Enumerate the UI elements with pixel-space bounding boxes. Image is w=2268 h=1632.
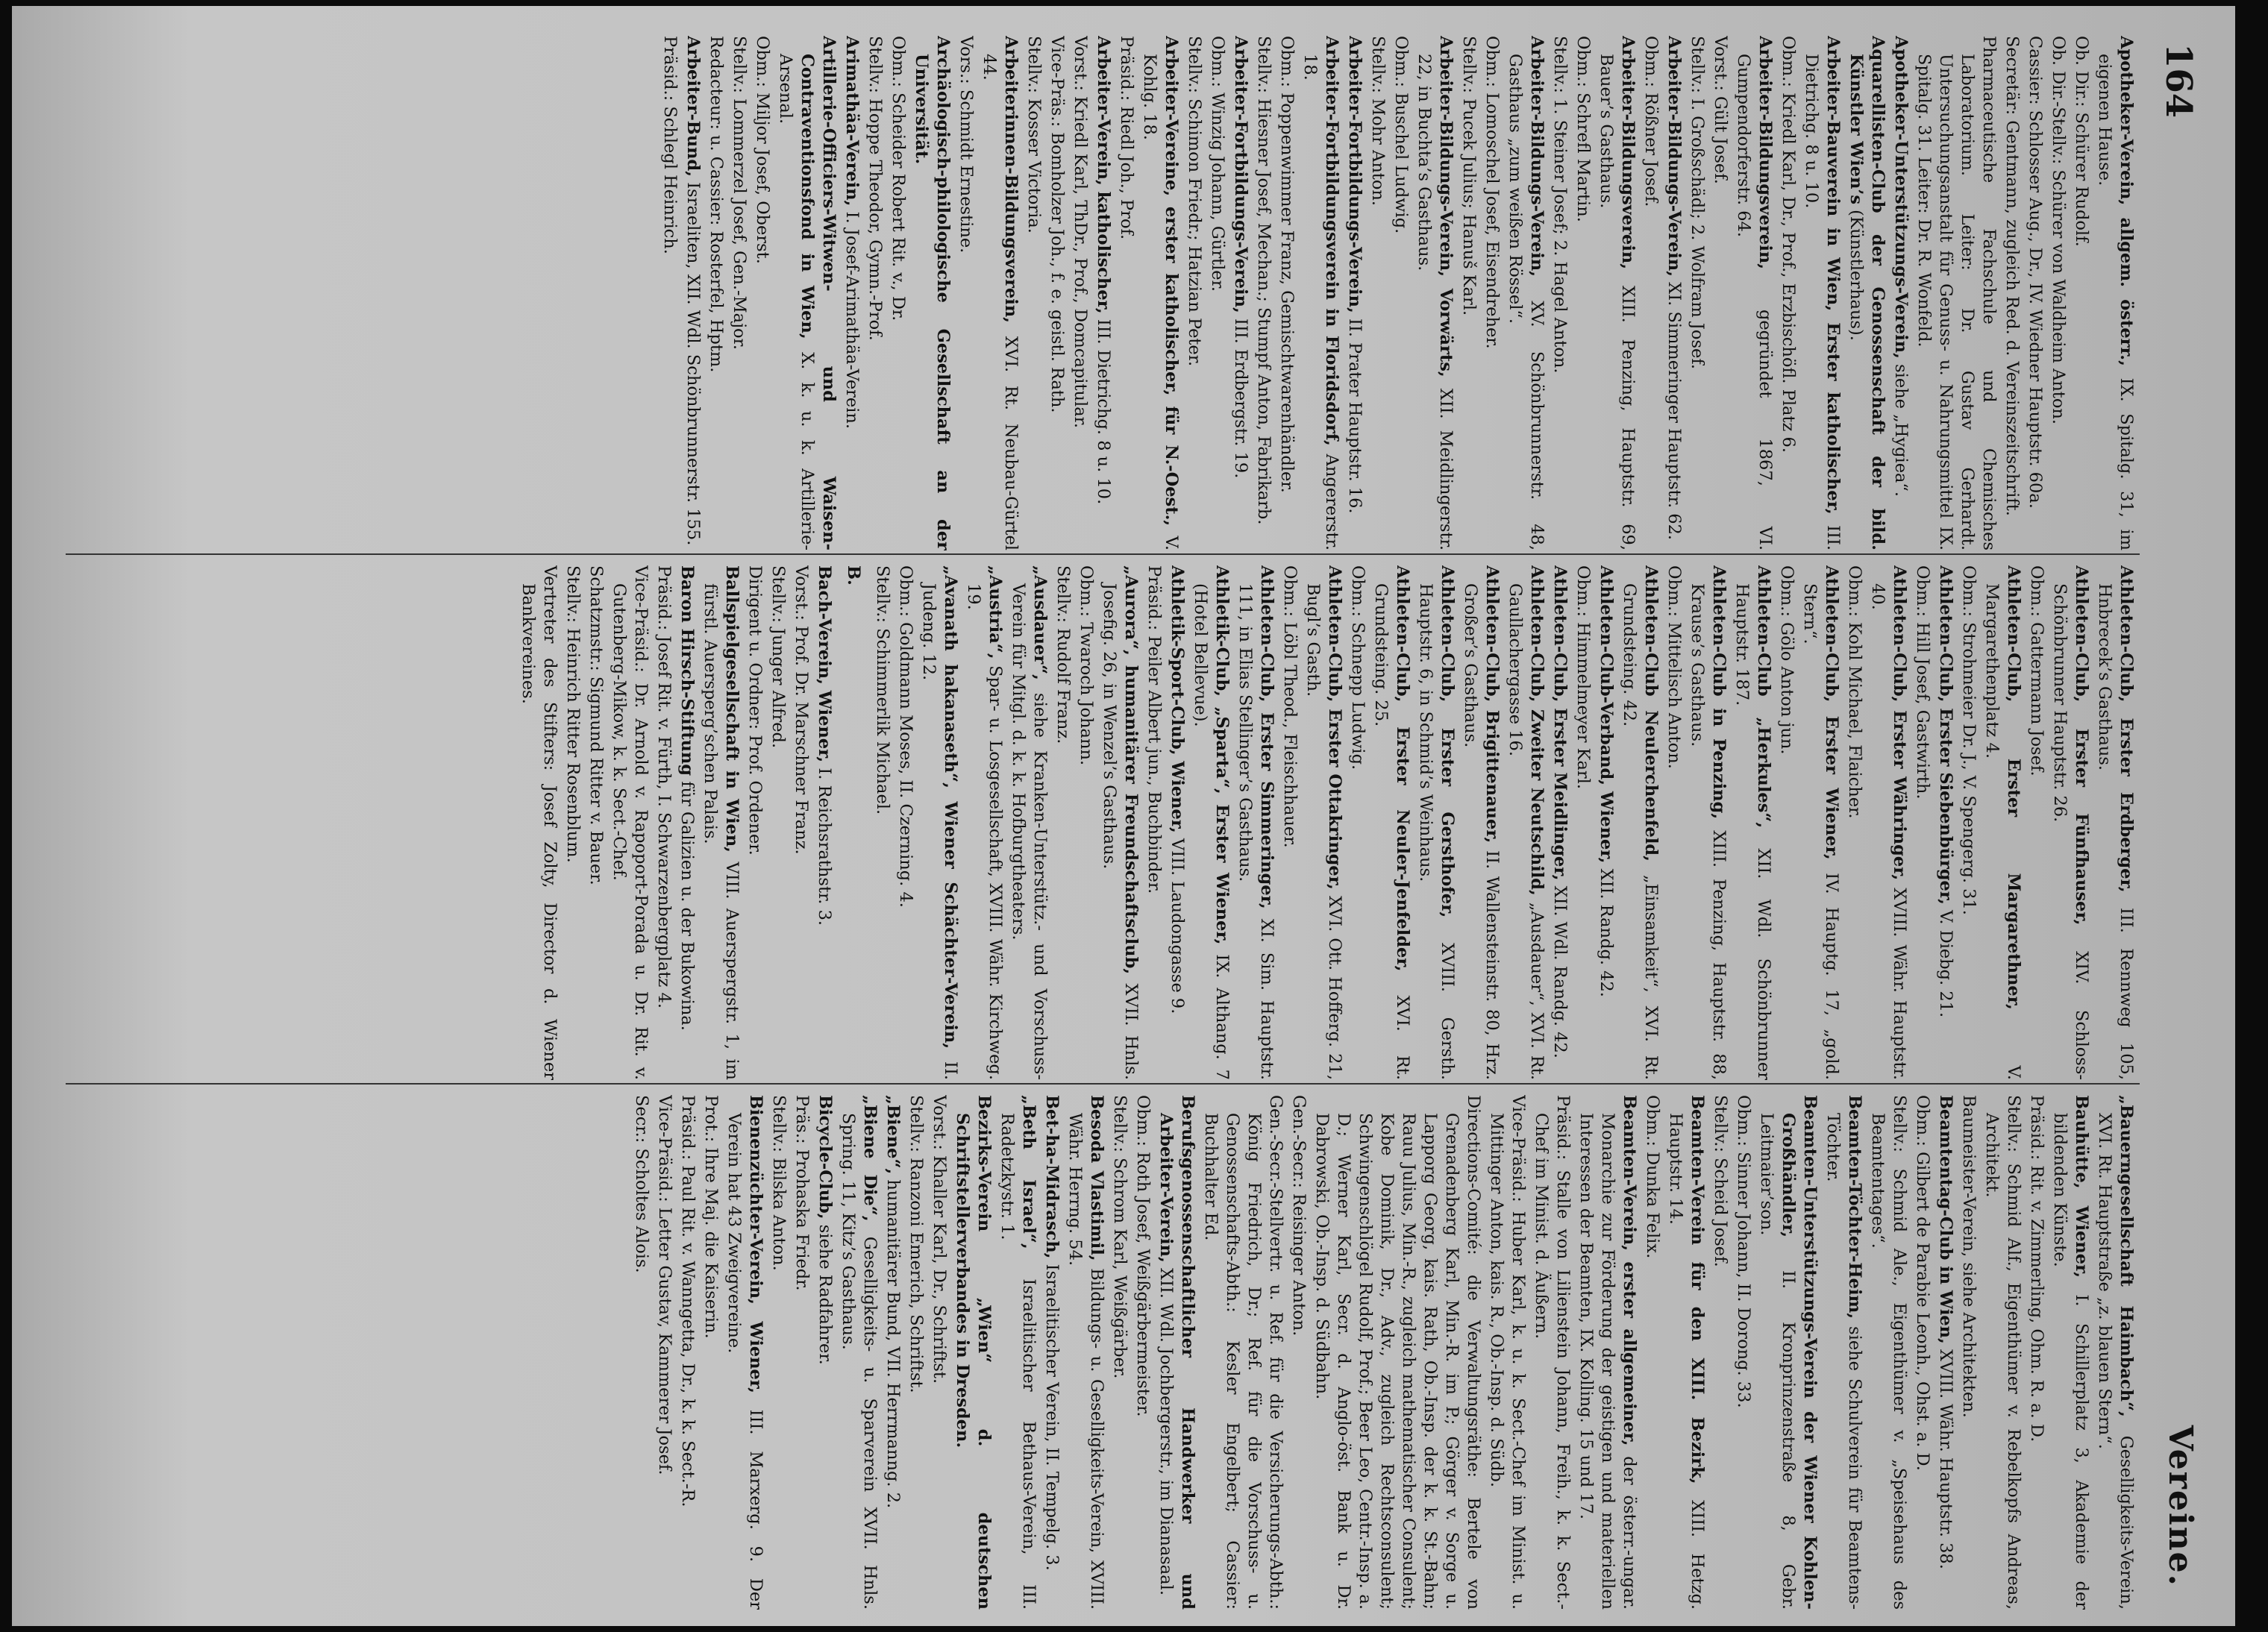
entry-name: Beamten-Unterstützungs-Verein der Wiener Kohlen-Großhändler,	[1779, 1095, 1820, 1610]
directory-entry: Athleten-Club, Erster Gersthofer, XVIII. Gersth. Hauptstr. 6, in Schmid’s Weinhaus.	[1416, 565, 1457, 1080]
directory-entry: Athleten-Club, Erster Margarethner, V. Margarethenplatz 4.	[1982, 565, 2023, 1080]
entry-name: Besoda Vlastimil,	[1087, 1095, 1106, 1261]
entry-name: Arbeiter-Bund,	[683, 36, 703, 178]
directory-entry: Vors.: Schmidt Ernestine.	[956, 36, 976, 254]
entry-name: Beamten-Töchter-Heim,	[1845, 1095, 1864, 1319]
entry-name: Athleten-Club, Erster Währinger,	[1890, 565, 1909, 881]
directory-entry: Arbeiter-Bund, Israeliten, XII. Wdl. Schönbrunnerstr. 155.	[683, 36, 703, 546]
section-letter: B.	[844, 565, 863, 586]
directory-entry: Obm.: Schnepp Ludwig.	[1348, 565, 1368, 771]
column-2	[63, 565, 2137, 1080]
entry-name: Beamten-Verein für den XIII. Bezirk,	[1688, 1095, 1707, 1484]
directory-entry: Athleten-Club „Herkules“, XII. Wdl. Schönbrunner Hauptstr. 187.	[1732, 565, 1773, 1080]
directory-entry: Secr.: Scholtes Alois.	[632, 1095, 651, 1273]
entry-name: Arbeiter-Fortbildungsverein in Floridsdorf,	[1322, 36, 1341, 446]
entry-name: Athleten-Club, Erster Fünfhauser,	[2072, 565, 2091, 926]
directory-entry: Athleten-Club, Zweiter Neutschild, „Ausdauer“, XVI. Rt. Gaullachergasse 16.	[1506, 565, 1547, 1080]
directory-entry: Bicycle-Club, siehe Radfahrer.	[815, 1095, 835, 1365]
directory-entry: Baron Hirsch-Stiftung für Galizien u. der Bukowina.	[677, 565, 697, 1031]
entry-name: „Aurora“, humanitärer Freundschaftsclub,	[1121, 565, 1141, 975]
directory-entry: Secretär: Gentmann, zugleich Red. d. Vereinszeitschrift.	[2002, 36, 2022, 516]
directory-entry: Arbeiter-Bauverein in Wien, Erster katholischer, III. Dietrichg. 8 u. 10.	[1802, 36, 1843, 550]
entry-name: „Avanath hakanaseth“, Wiener Schächter-Verein,	[941, 565, 960, 1049]
directory-entry: Athleten-Club, Erster Ottakringer, XVI. Ott. Hofferg. 21, Bugl’s Gasth.	[1303, 565, 1344, 1080]
directory-entry: Stellv.: Lommerzel Josef, Gen.-Major.	[730, 36, 749, 351]
directory-entry: Apotheker-Unterstützungs-Verein, siehe „Hygiea“.	[1891, 36, 1911, 498]
directory-entry: Ob. Dir.: Schürer Rudolf.	[2072, 36, 2091, 247]
directory-entry: Stellv.: Heinrich Ritter Rosenblum.	[563, 565, 583, 863]
directory-entry: Präsid.: Stalle von Lilienstein Johann, Freih., k. k. Sect.-Chef im Minist. d. Äußern.	[1532, 1095, 1573, 1610]
directory-entry: Directions-Comité: die Verwaltungsräthe: Bertele von Grenadenberg Karl, Min.-R. im P.; Görger v. Sorge u. Lapporg Georg, kais. Rath, Ob.-Insp. der k. k. St.-Bahn; Rauu Julius, Min.-R., zugleich mathematischer Consulent; Kobe Dominik, Dr., Adv., zugleich Rechtsconsulent; Schwingenschlögel Rudolf, Prof.; Beer Leo, Centr.-Insp. a. D.; Werner Karl, Secr. d. Anglo-öst. Bank u. Dr. Dabrowski, Ob.-Insp. d. Südbahn.	[1312, 1095, 1483, 1610]
directory-entry: Beamten-Unterstützungs-Verein der Wiener Kohlen-Großhändler, II. Kronprinzenstraße 8, Gebr. Leitmaier’son.	[1757, 1095, 1820, 1610]
directory-entry: „Austria“, Spar- u. Losgesellschaft, XVIII. Währ. Kirchweg. 19.	[964, 565, 1005, 1080]
directory-entry: Präsid.: Paul Rit. v. Wanngetta, Dr., k. k. Sect.-R.	[678, 1095, 698, 1507]
entry-name: „Beth Israel“,	[1019, 1095, 1039, 1249]
entry-name: Athleten-Club, Brigittenauer,	[1482, 565, 1502, 844]
directory-entry: Bauhütte, Wiener, I. Schillerplatz 3, Akademie der bildenden Künste.	[2050, 1095, 2091, 1610]
entry-name: Arbeiter-Bildungs-Verein, Vorwärts,	[1436, 36, 1456, 377]
directory-entry: Präsid.: Josef Rit. v. Fürth, I. Schwarzenbergplatz 4.	[654, 565, 674, 1008]
directory-entry: Stellv.: Schimmerlik Michael.	[873, 565, 892, 815]
directory-entry: Ob. Dir.-Stellv.: Schürer von Waldheim Anton.	[2049, 36, 2068, 425]
entry-name: Athleten-Club, Erster Neuler-Jenfelder,	[1393, 565, 1412, 972]
directory-entry: Athleten-Club, Erster Meidlinger, XII. Wdl. Randg. 42.	[1550, 565, 1570, 1058]
directory-entry: Athleten-Club, Erster Siebenbürger, V. Diebg. 21.	[1936, 565, 1955, 1018]
entry-name: Apotheker-Unterstützungs-Verein,	[1891, 36, 1911, 359]
directory-entry: Stellv.: Junger Alfred.	[768, 565, 788, 749]
directory-entry: Obm.: Schrefl Martin.	[1573, 36, 1593, 222]
directory-entry: Obm.: Kriedl Karl, Dr., Prof., Erzbischöfl. Platz 6.	[1779, 36, 1798, 453]
directory-entry: Obm.: Gattermann Josef.	[2027, 565, 2046, 776]
directory-entry: Stellv.: Schrom Karl, Weißgärber.	[1110, 1095, 1130, 1379]
directory-entry: Beamten-Verein für den XIII. Bezirk, XIII. Hetzg. Hauptstr. 14.	[1666, 1095, 1707, 1610]
directory-entry: Obm.: Buschel Ludwig.	[1391, 36, 1411, 234]
directory-entry: Dirigent u. Ordner: Prof. Ordener.	[745, 565, 765, 856]
column-rule	[66, 1083, 2140, 1085]
entry-name: Arbeiter-Bauverein in Wien, Erster katholischer,	[1823, 36, 1843, 515]
directory-entry: Ballspielgesellschaft in Wien, VIII. Auerspergstr. 1, im fürstl. Auersperg’schen Palais.	[701, 565, 742, 1080]
entry-name: Artillerie-Officiers-Witwen- und Waisen-Contraventionsfond in Wien,	[798, 36, 839, 550]
directory-entry: „Ausdauer“, siehe Kranken-Unterstütz.- und Vorschuss-Verein für Mitgl. d. k. k. Hofburgtheaters.	[1009, 565, 1050, 1080]
entry-name: Arbeiter-Vereine, erster katholischer, für N.-Oest.,	[1162, 36, 1181, 527]
entry-name: Bach-Verein, Wiener,	[815, 565, 834, 763]
directory-entry: Beamtentag-Club in Wien, XVIII. Währ. Hauptstr. 38.	[1936, 1095, 1955, 1569]
entry-name: Arbeiter-Bildungs-Verein,	[1527, 36, 1547, 277]
directory-entry: Obm.: Gilbert de Parabie Leonh., Ohst. a. D.	[1913, 1095, 1932, 1471]
directory-entry: Athletik-Club, „Sparta“, Erster Wiener, IX. Althang. 7 (Hotel Bellevue).	[1191, 565, 1232, 1080]
directory-entry: Beamten-Verein, erster allgemeiner, der österr.-ungar. Monarchie zur Förderung der geistigen und materiellen Interessen der Beamten, IX. Kolling. 15 und 17.	[1576, 1095, 1639, 1610]
directory-entry: Gen.-Secr.-Stellvertr. u. Ref. für die Versicherungs-Abth.: König Friedrich, Dr.; Ref. für die Vorschuss- u. Genossenschafts-Abth.: Kesler Engelbert; Cassier: Buchhalter Ed.	[1201, 1095, 1285, 1610]
directory-entry: Obm.: Miljor Josef, Oberst.	[753, 36, 772, 264]
entry-name: Bienenzüchter-Verein, Wiener,	[746, 1095, 765, 1393]
rotated-page-content	[42, 13, 2205, 1617]
entry-name: Ballspielgesellschaft in Wien,	[722, 565, 742, 853]
entry-name: Athleten-Club, Erster Meidlinger,	[1550, 565, 1570, 881]
directory-entry: Vorst.: Khaller Karl, Dr., Schriftst.	[930, 1095, 949, 1384]
directory-entry: Stellv.: Pucek Julius; Hanuš Karl.	[1459, 36, 1479, 316]
directory-entry: Vice-Präsid.: Huber Karl, k. u. k. Sect.-Chef im Minist. u. Mittinger Anton, kais. R., Ob.-Insp. d. Südb.	[1487, 1095, 1528, 1610]
directory-entry: Stellv.: Kosser Victoria.	[1024, 36, 1044, 233]
directory-entry: Athleten-Club, Erster Fünfhauser, XIV. Schloss-Schönbrunner Hauptstr. 26.	[2050, 565, 2091, 1080]
directory-entry: Besoda Vlastimil, Bildungs- u. Geselligkeits-Verein, XVIII. Währ. Herrng. 54.	[1065, 1095, 1106, 1610]
directory-entry: Baumeister-Verein, siehe Architekten.	[1959, 1095, 1979, 1418]
directory-entry: Obm.: Löbl Theod., Fleischhauer.	[1280, 565, 1300, 848]
directory-entry: Arimathäa-Verein, I. Josef-Arimathäa-Verein.	[842, 36, 862, 430]
entry-name: Arimathäa-Verein,	[842, 36, 862, 207]
column-rule	[66, 553, 2140, 555]
directory-entry: Athletik-Sport-Club, Wiener, VIII. Laudongasse 9.	[1168, 565, 1187, 1014]
directory-entry: Arbeiter-Bildungs-Verein, XI. Simmeringer Hauptstr. 62.	[1664, 36, 1684, 541]
directory-entry: Gen.-Secr.: Reisinger Anton.	[1289, 1095, 1309, 1337]
directory-entry: Obm.: Sinner Johann, II. Dorong. 33.	[1734, 1095, 1753, 1408]
directory-entry: Schatzmstr.: Sigmund Ritter v. Bauer.	[586, 565, 606, 885]
directory-entry: Vertreter des Stifters: Josef Zolty, Director d. Wiener Bankvereines.	[519, 565, 560, 1080]
directory-entry: Arbeiter-Fortbildungsverein in Floridsdorf, Angererstr. 18.	[1300, 36, 1341, 550]
directory-entry: Präs.: Prohaska Friedr.	[792, 1095, 812, 1291]
directory-entry: Stellv.: Bilska Anton.	[769, 1095, 789, 1271]
directory-entry: Obm.: Himmelmeyer Karl.	[1573, 565, 1593, 789]
directory-entry: Athleten-Club, Erster Wiener, IV. Hauptg. 17, „gold. Stern“.	[1800, 565, 1841, 1080]
directory-entry: Bach-Verein, Wiener, I. Reichsrathstr. 3.	[815, 565, 834, 926]
entry-name: Bet-ha-Midrasch,	[1042, 1095, 1062, 1259]
directory-entry: Obm.: Hill Josef, Gastwirth.	[1913, 565, 1932, 800]
directory-entry: Präsid.: Peiler Albert jun., Buchbinder.	[1144, 565, 1164, 894]
entry-name: „Ausdauer“,	[1030, 565, 1050, 680]
directory-entry: Obm.: Rößner Josef.	[1641, 36, 1661, 207]
directory-entry: Obm.: Kohl Michael, Flaicher.	[1845, 565, 1864, 819]
entry-name: Bicycle-Club,	[815, 1095, 835, 1220]
entry-name: Athleten-Club, Erster Erdberger,	[2117, 565, 2136, 893]
directory-entry: Präsid.: Rit. v. Zimmerling, Ohm. R. a. D.	[2027, 1095, 2046, 1443]
entry-name: Athleten-Club, Erster Margarethner,	[2004, 565, 2023, 1010]
directory-entry: „Aurora“, humanitärer Freundschaftsclub, XVII. Hnls. Josefig. 26, in Wenzel’s Gasthaus.	[1100, 565, 1141, 1080]
entry-name: Athletik-Club, „Sparta“, Erster Wiener,	[1212, 565, 1232, 945]
directory-entry: Stellv.: Rudolf Franz.	[1053, 565, 1073, 744]
entry-name: Athleten-Club in Penzing,	[1709, 565, 1729, 820]
directory-entry: Vice-Präsid.: Dr. Arnold v. Rapoport-Porada u. Dr. Rit. v. Gutenberg-Mikow, k. k. Sect.-Chef.	[610, 565, 651, 1080]
entry-name: Athleten-Club, Erster Simmeringer,	[1257, 565, 1276, 909]
entry-name: Athleten-Club, Erster Wiener,	[1822, 565, 1841, 860]
entry-name: Archäologisch-philologische Gesellschaft an der Universität.	[912, 36, 953, 550]
directory-entry: Redacteur: u. Cassier: Rosterfel, Hptm.	[707, 36, 726, 373]
entry-name: Arbeiter-Bildungs-Verein,	[1664, 36, 1684, 277]
entry-name: Athleten-Club, Erster Gersthofer,	[1438, 565, 1457, 918]
directory-entry: Stellv.: Hoppe Theodor, Gymn.-Prof.	[865, 36, 885, 341]
entry-name: Apotheker-Verein, allgem. österr.,	[2117, 36, 2136, 366]
entry-name: Arbeiter-Fortbildungs-Verein,	[1231, 36, 1250, 313]
directory-entry: Obm.: Gölo Anton jun.	[1777, 565, 1796, 755]
directory-entry: Arbeiterinnen-Bildungsverein, XVI. Rt. Neubau-Gürtel 44.	[980, 36, 1021, 550]
directory-entry: Berufsgenossenschaftlicher Handwerker und Arbeiter-Verein, XII. Wdl. Jochbergerstr., im Dianasaal.	[1156, 1095, 1197, 1610]
directory-entry: Arbeiter-Vereine, erster katholischer, für N.-Oest., V. Kohlg. 18.	[1140, 36, 1181, 550]
page-header	[2147, 13, 2199, 1617]
entry-name: Aquarellisten-Club der Genossenschaft der bild. Künstler Wien’s	[1846, 36, 1888, 550]
directory-entry: Arbeiter-Fortbildungs-Verein, II. Prater Hauptstr. 16.	[1345, 36, 1365, 514]
directory-entry: Obm.: Twaroch Johann.	[1077, 565, 1096, 766]
directory-entry: Präsid.: Riedl Joh., Prof.	[1117, 36, 1136, 240]
directory-entry: Arbeiter-Verein, katholischer, III. Dietrichg. 8 u. 10.	[1094, 36, 1113, 505]
directory-entry: Vice-Präs.: Bomholzer Joh., f. e. geistl. Rath.	[1047, 36, 1067, 413]
directory-entry: Stellv.: I. Großschädl; 2. Wolfram Josef.	[1688, 36, 1707, 370]
directory-entry: Cassier: Schlosser Aug., Dr., IV. Wiedner Hauptstr. 60a.	[2026, 36, 2045, 509]
entry-name: „Biene Die“,	[860, 1095, 880, 1222]
directory-entry: Bet-ha-Midrasch, Israelitischer Verein, II. Tempelg. 3.	[1042, 1095, 1062, 1571]
entry-name: Athleten-Club, Erster Ottakringer,	[1325, 565, 1344, 890]
entry-name: Bauhütte, Wiener,	[2072, 1095, 2091, 1278]
directory-entry: Stellv.: Scheid Josef.	[1711, 1095, 1730, 1267]
scanned-page	[12, 6, 2235, 1626]
directory-entry: Obm.: Dunka Felix.	[1643, 1095, 1662, 1259]
directory-entry: Prot.: Ihre Maj. die Kaiserin.	[701, 1095, 721, 1339]
directory-entry: Obm.: Goldmann Moses, II. Czerning. 4.	[896, 565, 915, 908]
running-head: Vereine.	[2161, 1425, 2199, 1587]
entry-name: Athletik-Sport-Club, Wiener,	[1168, 565, 1187, 833]
directory-entry: Obm.: Lomoschel Josef, Eisendreher.	[1482, 36, 1502, 349]
directory-entry: Athleten-Club, Erster Neuler-Jenfelder, XVI. Rt. Grundsteing. 25.	[1371, 565, 1412, 1080]
entry-name: Arbeiterinnen-Bildungsverein,	[1001, 36, 1021, 324]
directory-entry: Athleten-Club in Penzing, XIII. Penzing, Hauptstr. 88, Krause’s Gasthaus.	[1688, 565, 1729, 1080]
directory-entry: Vice-Präsid.: Letter Gustav, Kammerer Josef.	[655, 1095, 674, 1475]
directory-entry: Obm.: Poppenwimmer Franz, Gemischtwarenhändler.	[1277, 36, 1297, 493]
entry-name: Beamtentag-Club in Wien,	[1936, 1095, 1955, 1344]
directory-entry: Arbeiter-Bildungsverein, XIII. Penzing, Hauptstr. 69, Bauer’s Gasthaus.	[1597, 36, 1638, 550]
entry-name: Athleten-Club Neulerchenfeld,	[1641, 565, 1661, 861]
directory-entry: Obm.: Mittelisch Anton.	[1664, 565, 1684, 769]
directory-entry: Stellv.: Mohr Anton.	[1368, 36, 1388, 207]
directory-entry: Obm.: Winzig Johann, Gürtler.	[1208, 36, 1227, 292]
directory-entry	[951, 1095, 994, 1610]
entry-name: Baron Hirsch-Stiftung	[677, 565, 697, 776]
directory-entry: Stellv.: Schimon Friedr.; Hatzian Peter.	[1185, 36, 1204, 367]
directory-entry: Athleten-Club-Verband, Wiener, XII. Randg. 42.	[1597, 565, 1616, 997]
column-1	[63, 36, 2137, 550]
directory-entry: Obm.: Roth Josef, Weißgärbermeister.	[1133, 1095, 1153, 1417]
directory-entry: Aquarellisten-Club der Genossenschaft der bild. Künstler Wien’s (Künstlerhaus).	[1846, 36, 1888, 550]
directory-entry: Artillerie-Officiers-Witwen- und Waisen-Contraventionsfond in Wien, X. k. u. k. Artillerie-Arsenal.	[776, 36, 839, 550]
directory-entry: Arbeiter-Bildungs-Verein, Vorwärts, XII. Meidlingerstr. 22, in Buchta’s Gasthaus.	[1415, 36, 1456, 550]
directory-entry: „Avanath hakanaseth“, Wiener Schächter-Verein, II. Judeng. 12.	[919, 565, 960, 1080]
directory-entry: Vorst.: Kriedl Karl, ThDr., Prof., Domcapitular.	[1071, 36, 1090, 429]
directory-entry: Arbeiter-Bildungsverein, gegründet 1867, VI. Gumpendorferstr. 64.	[1734, 36, 1775, 550]
directory-entry: Apotheker-Verein, allgem. österr., IX. Spitalg. 31, im eigenen Hause.	[2095, 36, 2136, 550]
directory-entry: Stellv.: Schmid Alf., Eigenthümer v. Rebelkopfs Andreas, Architekt.	[1982, 1095, 2023, 1610]
entry-name: „Austria“,	[986, 565, 1005, 659]
entry-name: Arbeiter-Fortbildungs-Verein,	[1345, 36, 1365, 313]
entry-name: Athleten-Club, Erster Siebenbürger,	[1936, 565, 1955, 905]
page-number: 164	[2158, 43, 2199, 119]
directory-entry: Athleten-Club, Brigittenauer, II. Wallensteinstr. 80, Hrz. Großer’s Gasthaus.	[1461, 565, 1502, 1080]
entry-name: Athleten-Club-Verband, Wiener,	[1597, 565, 1616, 864]
entry-name: Athleten-Club „Herkules“,	[1754, 565, 1773, 829]
entry-name: Bezirks-Verein „Wien“ d. deutschen Schriftstellerverbandes in Dresden.	[953, 1095, 994, 1610]
directory-entry: Beamten-Töchter-Heim, siehe Schulverein für Beamtens-Töchter.	[1823, 1095, 1864, 1610]
directory-entry: Stellv.: Hiesner Josef, Mechan.; Stumpf Anton, Fabrikarb.	[1254, 36, 1274, 525]
directory-entry: Athleten-Club Neulerchenfeld, „Einsamkeit“, XVI. Rt. Grundsteing. 42.	[1620, 565, 1661, 1080]
entry-name: Beamten-Verein, erster allgemeiner,	[1620, 1095, 1639, 1446]
directory-entry: Stellv.: 1. Steiner Josef; 2. Hagel Anton.	[1550, 36, 1570, 374]
directory-entry: Obm.: Scheider Robert Rit. v., Dr.	[889, 36, 908, 321]
directory-entry: Bienenzüchter-Verein, Wiener, III. Marxerg. 9. Der Verein hat 43 Zweigvereine.	[724, 1095, 765, 1610]
entry-name: „Biene“,	[883, 1095, 903, 1175]
directory-entry: Stellv.: Ranzoni Emerich, Schriftst.	[906, 1095, 926, 1393]
directory-entry: Obm.: Strohmeier Dr. J., V. Spengerg. 31.	[1959, 565, 1979, 915]
entry-name: Arbeiter-Verein, katholischer,	[1094, 36, 1113, 314]
directory-entry: Arbeiter-Fortbildungs-Verein, III. Erdbergstr. 19.	[1231, 36, 1250, 479]
directory-entry: Athleten-Club, Erster Erdberger, III. Rennweg 105, Hnbrecek’s Gasthaus.	[2095, 565, 2136, 1080]
directory-entry: „Bauerngesellschaft Haimbach“, Geselligkeits-Verein, XVI. Rt. Hauptstraße „z. blauen Stern“.	[2095, 1095, 2136, 1610]
entry-name: Arbeiter-Bildungsverein,	[1755, 36, 1775, 270]
directory-entry: Vorst.: Gült Josef.	[1711, 36, 1730, 184]
directory-entry: Arbeiter-Bildungs-Verein, XV. Schönbrunnerstr. 48, Gasthaus „zum weißen Rössel“.	[1506, 36, 1547, 550]
directory-entry: Stellv.: Schmid Ale., Eigenthümer v. „Speisehaus des Beamtentages“.	[1868, 1095, 1909, 1610]
directory-entry: Pharmaceutische Fachschule und Chemisches Laboratorium. Leiter: Dr. Gustav Gerhardt. Untersuchungsanstalt für Genuss- u. Nahrungsmittel IX. Spitalg. 31. Leiter: Dr. R. Wonfeld.	[1914, 36, 1999, 550]
directory-entry: „Biene Die“, Geselligkeits- u. Sparverein XVII. Hnls. Spring. 11, Kitz’s Gasthaus.	[839, 1095, 880, 1610]
directory-entry: Vorst.: Prof. Dr. Marschner Franz.	[792, 565, 811, 855]
directory-entry: Athleten-Club, Erster Simmeringer, XI. Sim. Hauptstr. 111, in Elias Stellinger’s Gasthaus.	[1235, 565, 1276, 1080]
column-3	[63, 1095, 2137, 1610]
directory-entry: „Beth Israel“, Israelitischer Bethaus-Verein, III. Radetzkystr. 1.	[997, 1095, 1039, 1610]
directory-entry: Präsid.: Schlegl Heinrich.	[660, 36, 680, 254]
entry-name: „Bauerngesellschaft Haimbach“,	[2117, 1095, 2136, 1417]
entry-name: Athleten-Club, Zweiter Neutschild,	[1527, 565, 1547, 896]
entry-name: Arbeiter-Bildungsverein,	[1618, 36, 1638, 270]
entry-name: Berufsgenossenschaftlicher Handwerker und Arbeiter-Verein,	[1156, 1095, 1197, 1610]
directory-entry: Athleten-Club, Erster Währinger, XVIII. Währ. Hauptstr. 40.	[1868, 565, 1909, 1080]
directory-entry	[910, 36, 953, 550]
directory-entry: „Biene“, humanitärer Bund, VII. Herrmanng. 2.	[883, 1095, 903, 1509]
